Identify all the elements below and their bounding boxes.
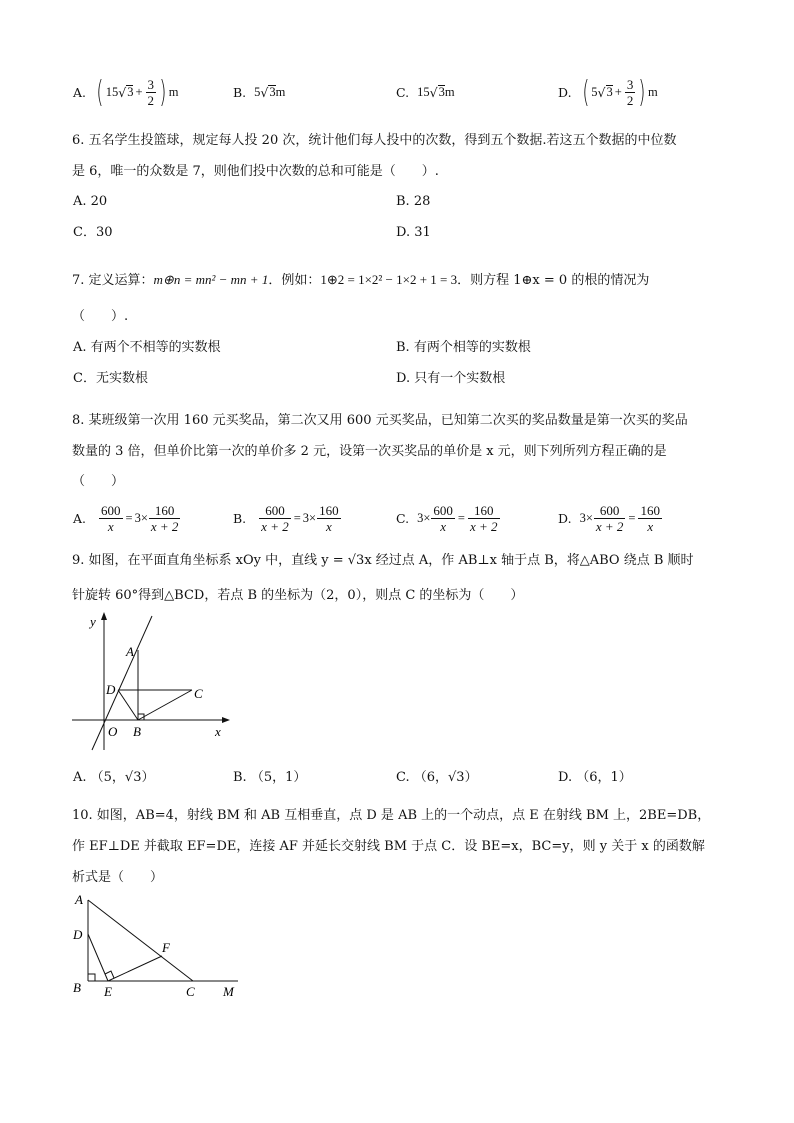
q5-a-fraction xyxy=(146,77,157,108)
numerator: 600 xyxy=(259,503,291,519)
segment-BC xyxy=(138,690,192,720)
numerator: 600 xyxy=(433,502,453,518)
denominator: x + 2 xyxy=(150,518,179,534)
numerator: 600 xyxy=(594,503,626,519)
numerator: 160 xyxy=(149,503,181,519)
q8-b-label: B. xyxy=(233,510,247,526)
q8-a-lhs-fraction xyxy=(99,503,123,534)
q7-tail: ．则方程 1⊕x = 0 的根的情况为 xyxy=(457,273,650,288)
q8-d-lhs-fraction xyxy=(594,503,626,534)
equals-sign: = xyxy=(293,510,301,525)
q6-option-a[interactable]: A. 20 xyxy=(73,194,108,209)
q8-c-lhs-fraction xyxy=(431,503,455,534)
label-y: y xyxy=(90,614,96,629)
label-A: A xyxy=(126,644,134,659)
q10-stem-line3: 析式是（ ） xyxy=(72,870,164,885)
q6-option-d[interactable]: D. 31 xyxy=(396,225,431,240)
q8-c-rhs-fraction xyxy=(468,503,500,534)
y-axis-arrow-icon xyxy=(101,612,107,620)
label-D: D xyxy=(106,682,116,697)
label-F: F xyxy=(162,940,170,955)
q5-option-c-label: C. xyxy=(396,84,410,100)
segment-EF xyxy=(108,956,162,981)
q8-option-c[interactable] xyxy=(396,498,501,538)
denominator: x + 2 xyxy=(261,518,289,534)
q5-a-coef: 15 xyxy=(105,84,119,99)
q9-figure xyxy=(68,610,238,758)
q10-stem-line2: 作 EF⊥DE 并截取 EF=DE，连接 AF 并延长交射线 BM 于点 C．设 BE=x，BC=y，则 y 关于 x 的函数解 xyxy=(72,839,705,854)
q6-stem-line2: 是 6，唯一的众数是 7，则他们投中次数的总和可能是（ ）. xyxy=(72,164,439,179)
q5-b-radicand: 3 xyxy=(269,85,276,99)
three-times: 3× xyxy=(302,510,317,525)
q8-a-label: A. xyxy=(73,510,87,526)
q6-option-b[interactable]: B. 28 xyxy=(396,194,431,209)
q7-option-b[interactable]: B. 有两个相等的实数根 xyxy=(396,340,531,355)
q5-d-num: 3 xyxy=(626,76,634,92)
right-paren: ) xyxy=(638,74,646,110)
label-B: B xyxy=(133,724,141,739)
q7-prefix: 7. 定义运算： xyxy=(72,273,154,288)
sqrt-sign-icon: √ xyxy=(118,84,127,100)
q8-stem-line2: 数量的 3 倍，但单价比第一次的单价多 2 元，设第一次买奖品的单价是 x 元，则下列所列方程正确的是 xyxy=(72,444,667,459)
q5-d-plus: + xyxy=(614,84,622,99)
numerator: 160 xyxy=(468,503,500,519)
q8-stem-line3: （ ） xyxy=(72,474,125,489)
q5-b-coef: 5 xyxy=(254,84,261,99)
q8-d-label: D. xyxy=(558,510,572,526)
q5-d-unit: m xyxy=(648,84,658,99)
right-paren: ) xyxy=(159,74,167,110)
q8-a-rhs-fraction xyxy=(149,503,181,534)
q9-stem-line2: 针旋转 60°得到△BCD，若点 B 的坐标为（2，0），则点 C 的坐标为（ ） xyxy=(72,588,524,603)
q8-b-rhs-fraction xyxy=(317,503,341,534)
label-C: C xyxy=(194,686,203,701)
q10-figure xyxy=(68,888,248,1003)
denominator: x + 2 xyxy=(469,518,498,534)
q8-d-rhs-fraction xyxy=(638,503,662,534)
label-C: C xyxy=(186,984,195,999)
right-angle-mark-icon xyxy=(88,974,95,981)
label-O: O xyxy=(108,724,118,739)
q5-option-b-label: B. xyxy=(233,84,247,100)
denominator: x + 2 xyxy=(595,518,624,534)
q7-stem-line1 xyxy=(72,270,649,291)
q9-option-d[interactable]: D. （6，1） xyxy=(558,770,632,785)
equals-sign: = xyxy=(628,510,636,525)
q7-option-d[interactable]: D. 只有一个实数根 xyxy=(396,371,506,386)
q5-a-den: 2 xyxy=(147,92,155,108)
q5-a-num: 3 xyxy=(147,76,155,92)
q5-option-a[interactable] xyxy=(73,72,178,112)
three-times: 3× xyxy=(417,510,431,525)
q10-stem-line1: 10. 如图，AB=4，射线 BM 和 AB 互相垂直，点 D 是 AB 上的一个动点，点 E 在射线 BM 上，2BE=DB， xyxy=(72,808,711,823)
q7-stem-line2: （ ）. xyxy=(72,309,129,324)
q5-c-unit: m xyxy=(444,84,455,99)
q7-option-c[interactable]: C．无实数根 xyxy=(73,371,148,386)
q5-option-c[interactable] xyxy=(396,82,455,102)
q7-option-a[interactable]: A. 有两个不相等的实数根 xyxy=(73,340,221,355)
q6-stem-line1: 6. 五名学生投篮球，规定每人投 20 次，统计他们每人投中的次数，得到五个数据.若这五个数据的中位数 xyxy=(72,133,677,148)
q5-option-d-label: D. xyxy=(558,84,572,100)
q7-mid: ．例如： xyxy=(268,273,321,288)
q8-stem-line1: 8. 某班级第一次用 160 元买奖品，第二次又用 600 元买奖品，已知第二次买的奖品数量是第一次买的奖品 xyxy=(72,413,688,428)
q7-example: 1⊕2 = 1×2² − 1×2 + 1 = 3 xyxy=(320,272,458,287)
denominator: x xyxy=(107,518,114,534)
segment-AC xyxy=(88,900,193,981)
label-M: M xyxy=(223,984,234,999)
q7-definition: m⊕n = mn² − mn + 1 xyxy=(153,272,269,287)
numerator: 160 xyxy=(319,502,339,518)
q8-option-b[interactable] xyxy=(233,498,342,538)
q5-b-unit: m xyxy=(275,84,286,99)
denominator: x xyxy=(647,518,654,534)
q8-option-d[interactable] xyxy=(558,498,663,538)
q9-option-a[interactable]: A. （5，√3） xyxy=(73,770,155,785)
three-times: 3× xyxy=(134,510,148,525)
q5-d-den: 2 xyxy=(626,92,634,108)
q5-option-d[interactable] xyxy=(558,72,658,112)
q6-option-c[interactable]: C．30 xyxy=(73,225,113,240)
sqrt-sign-icon: √ xyxy=(597,84,606,100)
q5-d-coef: 5 xyxy=(591,84,598,99)
q5-a-plus: + xyxy=(135,84,143,99)
q5-a-radicand: 3 xyxy=(127,85,134,99)
three-times: 3× xyxy=(579,510,593,525)
label-A: A xyxy=(75,892,83,907)
q5-d-radicand: 3 xyxy=(606,85,613,99)
sqrt-sign-icon: √ xyxy=(260,84,269,100)
label-x: x xyxy=(215,724,221,739)
left-paren: ( xyxy=(581,74,589,110)
q9-option-c[interactable]: C. （6，√3） xyxy=(396,770,478,785)
q5-c-coef: 15 xyxy=(417,84,430,99)
label-B: B xyxy=(73,980,81,995)
numerator: 600 xyxy=(101,502,121,518)
sqrt-sign-icon: √ xyxy=(429,84,438,100)
x-axis-arrow-icon xyxy=(222,717,230,723)
q8-b-lhs-fraction xyxy=(259,503,291,534)
label-D: D xyxy=(73,927,83,942)
equals-sign: = xyxy=(457,510,465,525)
q5-option-a-label: A. xyxy=(73,84,87,100)
q5-c-radicand: 3 xyxy=(438,85,445,99)
q9-option-b[interactable]: B. （5，1） xyxy=(233,770,307,785)
line-y-sqrt3x xyxy=(92,616,152,750)
q8-c-label: C. xyxy=(396,510,410,526)
q5-a-unit: m xyxy=(168,84,179,99)
q9-stem-line1: 9. 如图，在平面直角坐标系 xOy 中，直线 y = √3x 经过点 A，作 AB⊥x 轴于点 B，将△ABO 绕点 B 顺时 xyxy=(72,553,694,568)
q5-d-fraction xyxy=(625,77,636,108)
left-paren: ( xyxy=(96,74,104,110)
denominator: x xyxy=(325,518,332,534)
numerator: 160 xyxy=(640,502,660,518)
segment-DB xyxy=(118,690,138,720)
q5-option-b[interactable] xyxy=(233,82,285,102)
denominator: x xyxy=(440,518,447,534)
equals-sign: = xyxy=(125,510,133,525)
label-E: E xyxy=(104,984,112,999)
q8-option-a[interactable] xyxy=(73,498,181,538)
